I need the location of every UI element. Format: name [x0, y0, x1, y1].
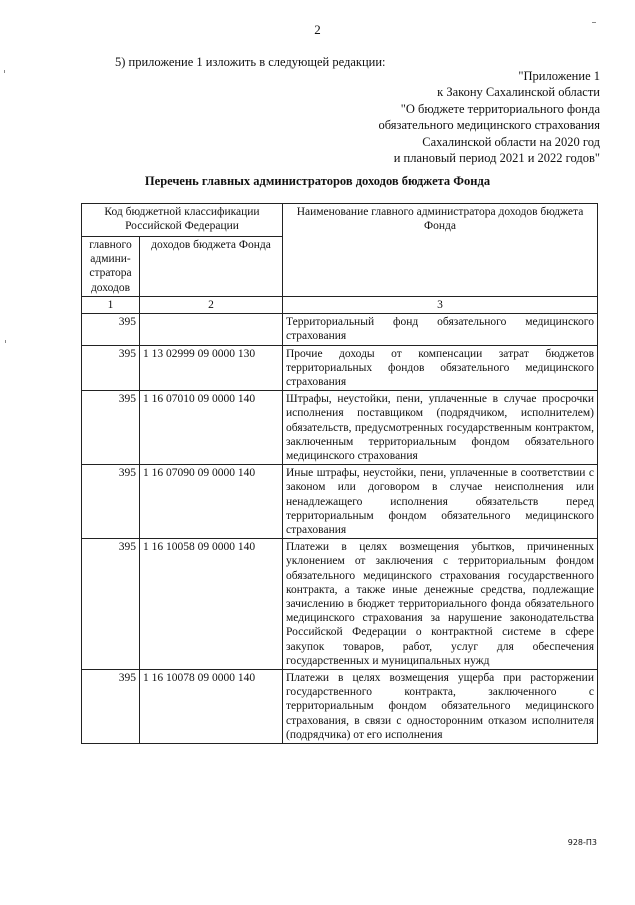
- document-title: Перечень главных администраторов доходов бюджета Фонда: [144, 174, 491, 188]
- admin-code: 395: [82, 539, 140, 670]
- header-income: доходов бюджета Фонда: [140, 237, 283, 297]
- admin-code: 395: [82, 314, 140, 345]
- income-code: 1 16 07010 09 0000 140: [140, 391, 283, 465]
- table-row: [82, 670, 598, 744]
- income-name: Штрафы, неустойки, пени, уплаченные в случае просрочки исполнения поставщиком (подрядчиком, исполнителем) обязательств, предусмотренных государственным контрактом, заключенным территориальным фондом обязательного медицинского страхования: [283, 391, 598, 465]
- income-name: Платежи в целях возмещения ущерба при расторжении государственного контракта, заключенного с территориальным фондом обязательного медицинского страхования, в связи с односторонним отказом исполнителя (подрядчика) от его исполнения: [283, 670, 598, 744]
- intro-line: 5) приложение 1 изложить в следующей редакции:: [115, 55, 386, 69]
- income-code: 1 16 10078 09 0000 140: [140, 670, 283, 744]
- table-header-row: [82, 204, 598, 237]
- page-number: 2: [314, 22, 321, 37]
- col-number: 2: [140, 297, 283, 314]
- scan-mark: [5, 340, 6, 343]
- table-row: [82, 314, 598, 345]
- footer-code: 928-П3: [567, 838, 597, 847]
- income-code: 1 16 10058 09 0000 140: [140, 539, 283, 670]
- appendix-line: к Закону Сахалинской области: [437, 85, 600, 100]
- income-code: 1 16 07090 09 0000 140: [140, 465, 283, 539]
- table-row: [82, 539, 598, 670]
- admin-code: 395: [82, 670, 140, 744]
- income-name: Территориальный фонд обязательного медицинского страхования: [283, 314, 598, 345]
- appendix-line: Сахалинской области на 2020 год: [422, 134, 600, 149]
- income-name: Прочие доходы от компенсации затрат бюджетов территориальных фондов обязательного медицинского страхования: [283, 345, 598, 391]
- header-name: Наименование главного администратора доходов бюджета Фонда: [283, 204, 598, 297]
- col-number: 3: [283, 297, 598, 314]
- header-admin: главного админи-стратора доходов: [82, 237, 140, 297]
- income-name: Платежи в целях возмещения убытков, причиненных уклонением от заключения с территориальным фондом обязательного медицинского страхования государственного контракта, а также иные денежные средства, подлежащие зачислению в бюджет территориального фонда обязательного медицинского страхования за нарушение законодательства Российской Федерации о контрактной системе в сфере закупок товаров, работ, услуг для обеспечения государственных и муниципальных нужд: [283, 539, 598, 670]
- table-row: [82, 391, 598, 465]
- scan-mark: [4, 70, 5, 73]
- column-number-row: [82, 297, 598, 314]
- appendix-line: "О бюджете территориального фонда: [400, 101, 600, 116]
- table-row: [82, 345, 598, 391]
- admin-code: 395: [82, 345, 140, 391]
- col-number: 1: [82, 297, 140, 314]
- appendix-line: "Приложение 1: [518, 69, 600, 83]
- admin-code: 395: [82, 465, 140, 539]
- appendix-reference: [378, 68, 600, 166]
- appendix-line: обязательного медицинского страхования: [378, 118, 600, 133]
- income-code: [140, 314, 283, 345]
- scan-mark: [592, 22, 596, 23]
- header-code-group: Код бюджетной классификации Российской Федерации: [82, 204, 283, 237]
- table-row: [82, 465, 598, 539]
- income-code: 1 13 02999 09 0000 130: [140, 345, 283, 391]
- appendix-line: и плановый период 2021 и 2022 годов": [393, 151, 600, 166]
- administrators-table: [81, 203, 598, 744]
- admin-code: 395: [82, 391, 140, 465]
- income-name: Иные штрафы, неустойки, пени, уплаченные в соответствии с законом или договором в случае неисполнения или ненадлежащего исполнения обязательств перед территориальным фондом обязательного медицинского страхования: [283, 465, 598, 539]
